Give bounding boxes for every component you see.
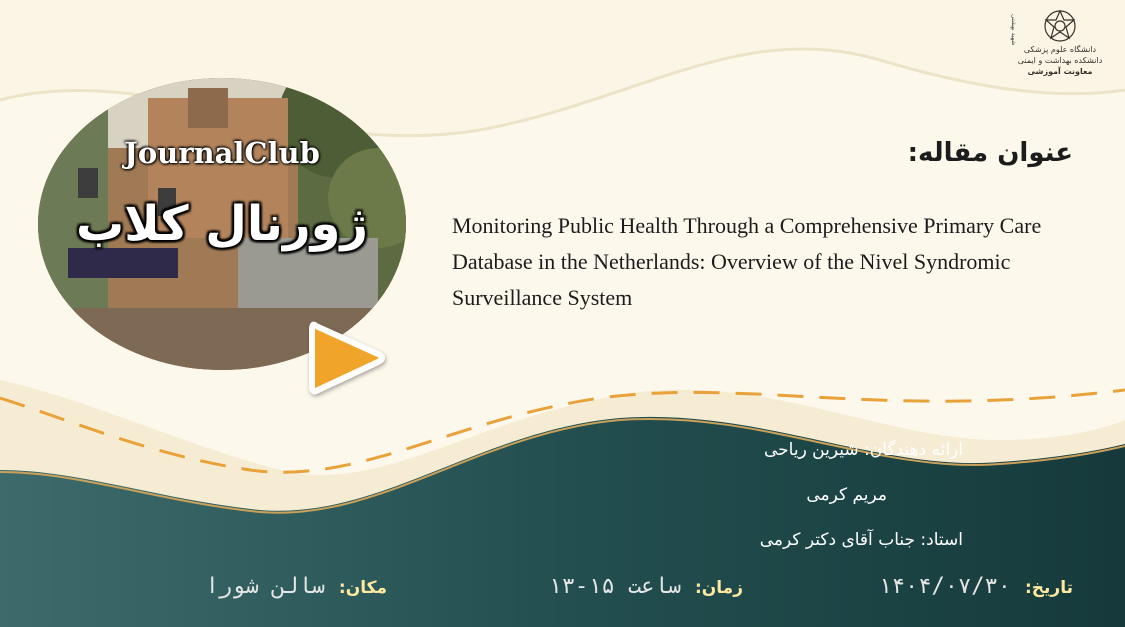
place-label: مکان: — [338, 578, 387, 598]
time-label: زمان: — [694, 578, 743, 598]
play-button[interactable] — [300, 316, 392, 400]
time-info — [549, 574, 744, 599]
journal-club-persian-title: ژورنال کلاب — [75, 196, 369, 252]
journal-club-english-title: JournalClub — [124, 136, 320, 170]
date-info — [879, 574, 1073, 599]
time-value: ساعت ۱۵-۱۳ — [548, 574, 681, 599]
vertical-label: شهید بهشتی — [1010, 14, 1017, 46]
university-logo — [1012, 8, 1112, 88]
supervisor-line: استاد: جناب آقای دکتر کرمی — [759, 530, 963, 550]
date-label: تاریخ: — [1025, 578, 1073, 598]
logo-line-1: دانشگاه علوم پزشکی — [1023, 45, 1097, 54]
article-title-label: عنوان مقاله: — [907, 138, 1073, 168]
article-title: Monitoring Public Health Through a Comprehensive Primary Care Database in the Netherlands: Overview of the Nivel Syndromic Surveillance System — [452, 213, 1042, 310]
date-value: ۱۴۰۴/۰۷/۳۰ — [878, 574, 1011, 599]
play-icon — [312, 325, 382, 392]
presenters-block — [543, 428, 963, 563]
logo-line-2: دانشکده بهداشت و ایمنی — [1017, 56, 1103, 65]
emblem-icon — [1042, 8, 1078, 44]
logo-line-3: معاونت آموزشی — [1027, 67, 1093, 76]
place-info — [206, 574, 387, 599]
place-value: سالن شورا — [205, 574, 325, 599]
presenter-second: مریم کرمی — [806, 485, 887, 505]
presenters-line: ارائه دهندگان: شیرین ریاحی — [763, 440, 963, 460]
